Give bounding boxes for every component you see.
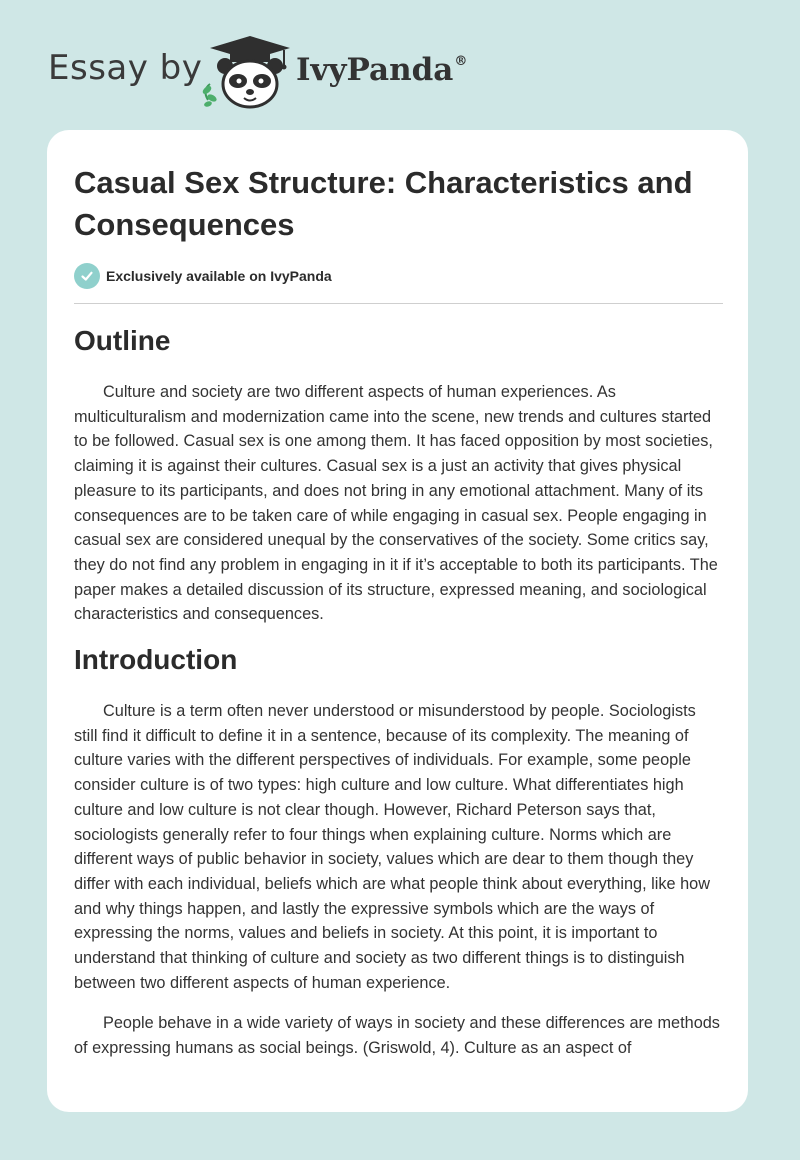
section-heading-introduction: Introduction xyxy=(74,644,238,676)
brand-name[interactable] xyxy=(296,52,467,88)
essay-by-label: Essay by xyxy=(48,48,203,88)
page-title: Casual Sex Structure: Characteristics and Consequences xyxy=(74,165,693,242)
paragraph: Culture is a term often never understood or misunderstood by people. Sociologists still find it difficult to define it in a sentence, because of its complexity. The meaning of culture varies with the different perspectives of individuals. For example, some people consider culture is of two types: high culture and low culture. What differentiates high culture and low culture is not clear though. However, Richard Peterson says that, sociologists generally refer to four things when explaining culture. Norms which are different ways of public behavior in society, values which are dear to them though they differ with each individual, beliefs which are what people think about everything, like how and why things happen, and lastly the expressive symbols which are the ways of expressing the norms, values and beliefs in society. At this point, it is important to understand that thinking of culture and society as two different things is to distinguish between two different aspects of human experience. xyxy=(74,702,710,992)
section-heading-outline: Outline xyxy=(74,325,171,356)
check-icon xyxy=(74,263,100,289)
essay-card xyxy=(47,130,748,1112)
brand-text: IvyPanda xyxy=(296,52,454,88)
divider xyxy=(74,303,723,304)
paragraph: Culture and society are two different aspects of human experiences. As multiculturalism and modernization came into the scene, new trends and cultures started to be followed. Casual sex is one among them. It has faced opposition by most societies, claiming it is against their cultures. Casual sex is a just an activity that gives physical pleasure to its participants, and does not bring in any emotional attachment. Many of its consequences are to be taken care of while engaging in casual sex. People engaging in casual sex are considered unequal by the conservatives of the society. Some critics say, they do not find any problem in engaging in it if it’s acceptable to both its participants. The paper makes a detailed discussion of its structure, expressed meaning, and sociological characteristics and consequences. xyxy=(74,383,718,624)
availability-badge xyxy=(74,263,332,289)
paragraph: People behave in a wide variety of ways in society and these differences are methods of expressing humans as social beings. (Griswold, 4). Culture as an aspect of xyxy=(74,1014,720,1058)
essay-content xyxy=(74,324,720,1077)
site-header xyxy=(0,0,800,130)
availability-text: Exclusively available on IvyPanda xyxy=(106,268,332,284)
ivypanda-logo-icon[interactable] xyxy=(200,34,300,110)
registered-mark: ® xyxy=(454,54,468,69)
